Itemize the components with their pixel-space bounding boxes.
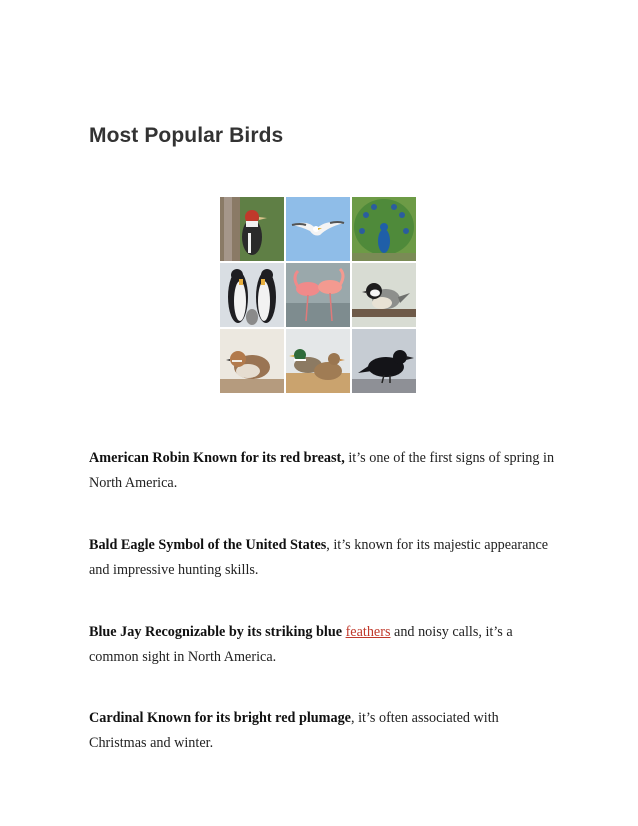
sparrow-photo [220,329,284,393]
penguins-photo [220,263,284,327]
cardinal-heading: Cardinal Known for its bright red plumage [89,710,351,726]
ducks-photo [286,329,350,393]
eagle-heading: Bald Eagle Symbol of the United States [89,537,327,553]
crow-photo [352,329,416,393]
page-title: Most Popular Birds [89,124,284,147]
robin-description: it’s one of the first signs of spring in North America. [89,450,555,491]
seagull-photo [286,197,350,261]
woodpecker-photo [220,197,284,261]
flamingos-photo [286,263,350,327]
peacock-photo [352,197,416,261]
eagle-paragraph [89,533,559,583]
feathers-link[interactable]: feathers [345,624,391,640]
cardinal-description: , it’s often associated with Christmas and winter. [89,710,499,751]
chickadee-photo [352,263,416,327]
cardinal-paragraph [89,706,559,756]
bluejay-heading: Blue Jay Recognizable by its striking blue [89,624,343,640]
eagle-description: , it’s known for its majestic appearance and impressive hunting skills. [89,537,549,578]
robin-heading: American Robin Known for its red breast, [89,450,345,466]
bluejay-description: and noisy calls, it’s a common sight in North America. [89,624,513,665]
bluejay-paragraph [89,620,559,670]
robin-paragraph [89,446,559,496]
bird-collage-image [220,197,418,395]
